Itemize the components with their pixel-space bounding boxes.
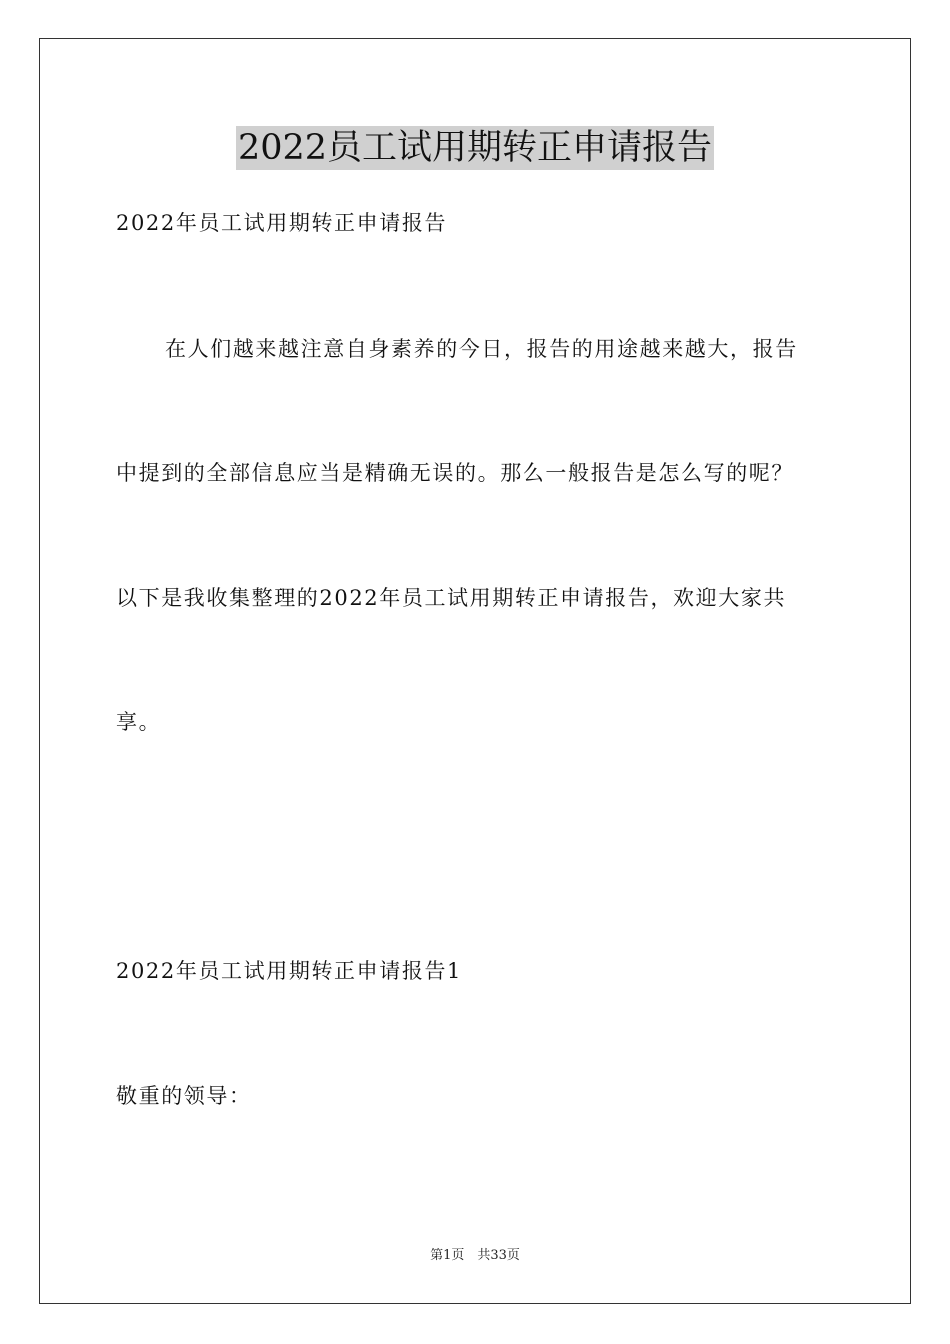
document-title [0, 126, 950, 170]
page-footer: 第1页 共33页 [430, 1248, 520, 1263]
intro-line-2: 中提到的全部信息应当是精确无误的。那么一般报告是怎么写的呢？ [116, 461, 794, 485]
document-title-text: 2022员工试用期转正申请报告 [237, 128, 713, 168]
intro-line-1: 在人们越来越注意自身素养的今日，报告的用途越来越大，报告 [165, 337, 798, 361]
salutation: 敬重的领导： [116, 1084, 252, 1108]
document-subtitle: 2022年员工试用期转正申请报告 [116, 211, 448, 235]
intro-line-3: 以下是我收集整理的2022年员工试用期转正申请报告，欢迎大家共 [116, 586, 787, 610]
section-heading: 2022年员工试用期转正申请报告1 [116, 959, 463, 983]
intro-line-4: 享。 [116, 710, 162, 734]
